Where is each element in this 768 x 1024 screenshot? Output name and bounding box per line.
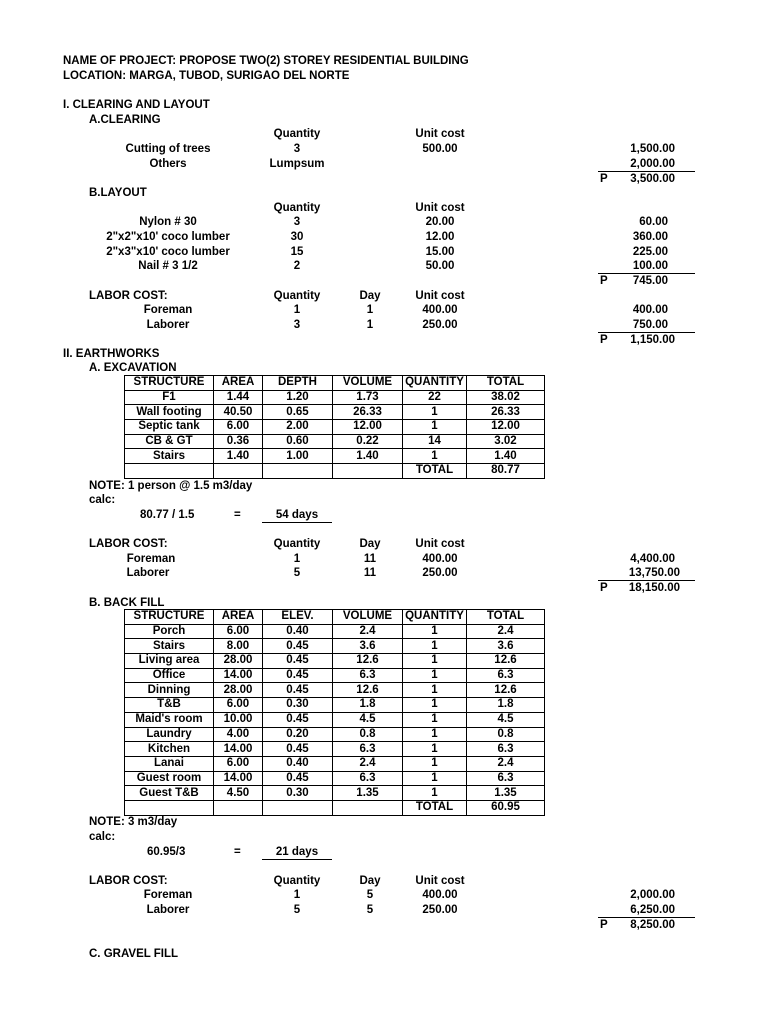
col-header: QUANTITY [403, 376, 467, 391]
col-header: ELEV. [263, 610, 333, 625]
table-cell: Laundry [125, 727, 214, 742]
labor-day: 11 [363, 567, 377, 579]
layout-item: 2"x2"x10' coco lumber [106, 231, 230, 243]
excavation-table [124, 375, 545, 479]
table-cell: Stairs [125, 449, 214, 464]
labor-qty: 1 [293, 304, 301, 316]
labor-amount: 6,250.00 [630, 904, 675, 916]
total-value: 60.95 [467, 800, 545, 815]
table-cell: 1 [403, 727, 467, 742]
table-cell: 1.44 [214, 390, 263, 405]
table-cell: 0.30 [263, 786, 333, 801]
table-cell: 38.02 [467, 390, 545, 405]
layout-unit: 50.00 [425, 260, 455, 272]
table-cell: 12.6 [467, 654, 545, 669]
table-cell: Wall footing [125, 405, 214, 420]
section-clearing-layout-title: I. CLEARING AND LAYOUT [63, 99, 210, 111]
labor-amount: 2,000.00 [630, 889, 675, 901]
table-cell [263, 800, 333, 815]
labor-unit: 400.00 [422, 553, 458, 565]
layout-qty: 2 [293, 260, 301, 272]
table-cell: 1.20 [263, 390, 333, 405]
table-row [125, 639, 545, 654]
table-cell: 0.45 [263, 771, 333, 786]
table-cell: 6.3 [467, 742, 545, 757]
table-row [125, 668, 545, 683]
table-cell: CB & GT [125, 434, 214, 449]
layout-amount: 225.00 [632, 246, 668, 258]
table-cell: 28.00 [214, 683, 263, 698]
table-row [125, 654, 545, 669]
labor-day: 1 [366, 304, 374, 316]
labor-day-header: Day [359, 538, 381, 550]
layout-qty: 3 [293, 216, 301, 228]
table-cell: 0.45 [263, 639, 333, 654]
table-cell: 6.3 [333, 668, 403, 683]
table-cell: 8.00 [214, 639, 263, 654]
clearing-total: 3,500.00 [630, 173, 675, 185]
labor-unit: 250.00 [422, 567, 458, 579]
excavation-labor-total: 18,150.00 [628, 582, 680, 594]
table-cell: Living area [125, 654, 214, 669]
layout-qty-header: Quantity [273, 202, 321, 214]
project-location: LOCATION: MARGA, TUBOD, SURIGAO DEL NORTE [63, 70, 350, 82]
table-cell: 1.40 [333, 449, 403, 464]
table-cell: 1.00 [263, 449, 333, 464]
table-cell: Guest room [125, 771, 214, 786]
table-cell: 1 [403, 756, 467, 771]
col-header: DEPTH [263, 376, 333, 391]
table-cell: 1 [403, 698, 467, 713]
table-cell: 1 [403, 668, 467, 683]
currency-symbol: P [600, 582, 608, 594]
table-cell: 4.00 [214, 727, 263, 742]
currency-symbol: P [600, 275, 608, 287]
table-cell [214, 464, 263, 479]
table-row [125, 698, 545, 713]
table-cell: F1 [125, 390, 214, 405]
table-row [125, 786, 545, 801]
labor-item: Foreman [126, 553, 176, 565]
col-header: AREA [214, 610, 263, 625]
table-cell: 4.5 [467, 712, 545, 727]
table-cell: 0.45 [263, 742, 333, 757]
labor-qty-header: Quantity [273, 290, 321, 302]
labor-item: Laborer [146, 319, 190, 331]
col-header: TOTAL [467, 610, 545, 625]
table-cell: Office [125, 668, 214, 683]
layout-item: Nylon # 30 [139, 216, 197, 228]
table-cell: 0.22 [333, 434, 403, 449]
calc-expression: 60.95/3 [147, 846, 186, 858]
table-cell [333, 464, 403, 479]
table-cell: 1 [403, 639, 467, 654]
table-cell: 2.4 [467, 624, 545, 639]
col-header: STRUCTURE [125, 376, 214, 391]
table-cell: 6.3 [333, 771, 403, 786]
table-cell: 6.00 [214, 420, 263, 435]
table-cell: 6.3 [467, 771, 545, 786]
labor-day-header: Day [359, 290, 381, 302]
table-cell: 28.00 [214, 654, 263, 669]
table-cell: 0.45 [263, 712, 333, 727]
table-cell: 4.5 [333, 712, 403, 727]
table-cell: 1.40 [214, 449, 263, 464]
table-cell: 1 [403, 771, 467, 786]
table-cell: 1 [403, 624, 467, 639]
table-cell: 0.45 [263, 654, 333, 669]
backfill-labor-total: 8,250.00 [630, 919, 675, 931]
table-cell: 6.00 [214, 624, 263, 639]
table-cell: 2.4 [467, 756, 545, 771]
backfill-labor-title: LABOR COST: [89, 875, 168, 887]
layout-item: Nail # 3 1/2 [138, 260, 198, 272]
table-cell: 6.00 [214, 698, 263, 713]
table-row [125, 449, 545, 464]
layout-amount: 360.00 [632, 231, 668, 243]
labor-unit: 400.00 [422, 304, 458, 316]
labor-item: Foreman [143, 304, 193, 316]
table-cell: 0.36 [214, 434, 263, 449]
labor-total: 1,150.00 [630, 334, 675, 346]
table-cell: 1 [403, 654, 467, 669]
labor-day: 5 [366, 904, 374, 916]
table-row [125, 771, 545, 786]
table-cell: 2.00 [263, 420, 333, 435]
table-cell: 0.45 [263, 668, 333, 683]
col-header: VOLUME [333, 610, 403, 625]
table-cell: T&B [125, 698, 214, 713]
labor-unit-header: Unit cost [415, 538, 465, 550]
table-row [125, 727, 545, 742]
labor-day: 5 [366, 889, 374, 901]
labor-title: LABOR COST: [89, 290, 168, 302]
table-cell: 1 [403, 420, 467, 435]
layout-title: B.LAYOUT [89, 187, 147, 199]
table-cell: 0.65 [263, 405, 333, 420]
table-cell: 12.00 [333, 420, 403, 435]
labor-qty: 1 [293, 889, 301, 901]
table-cell: 14.00 [214, 771, 263, 786]
layout-total: 745.00 [632, 275, 668, 287]
table-cell: 0.8 [467, 727, 545, 742]
table-row [125, 683, 545, 698]
currency-symbol: P [600, 334, 608, 346]
col-header: TOTAL [467, 376, 545, 391]
layout-amount: 60.00 [639, 216, 668, 228]
table-total-row [125, 800, 545, 815]
total-value: 80.77 [467, 464, 545, 479]
table-header-row [125, 376, 545, 391]
table-cell: 0.30 [263, 698, 333, 713]
table-cell: Kitchen [125, 742, 214, 757]
table-cell [125, 800, 214, 815]
backfill-title: B. BACK FILL [89, 597, 165, 609]
gravel-fill-title: C. GRAVEL FILL [89, 948, 179, 960]
currency-symbol: P [600, 919, 608, 931]
calc-underline [262, 522, 332, 523]
table-cell: 6.00 [214, 756, 263, 771]
backfill-note: NOTE: 3 m3/day [89, 816, 178, 828]
labor-day-header: Day [359, 875, 381, 887]
table-cell: 1 [403, 449, 467, 464]
table-row [125, 756, 545, 771]
table-cell: 3.6 [467, 639, 545, 654]
table-cell: 0.20 [263, 727, 333, 742]
clearing-qty: 3 [293, 143, 301, 155]
table-cell: 14.00 [214, 668, 263, 683]
table-cell: 0.60 [263, 434, 333, 449]
clearing-unit-header: Unit cost [415, 128, 465, 140]
calc-label: calc: [89, 831, 116, 843]
labor-day: 11 [363, 553, 377, 565]
table-cell: 1 [403, 786, 467, 801]
calc-result: 21 days [275, 846, 319, 858]
table-row [125, 390, 545, 405]
excavation-title: A. EXCAVATION [89, 362, 177, 374]
table-cell: 1.40 [467, 449, 545, 464]
table-cell: 3.6 [333, 639, 403, 654]
clearing-qty: Lumpsum [269, 158, 325, 170]
table-cell: Porch [125, 624, 214, 639]
table-cell: 2.4 [333, 756, 403, 771]
labor-item: Laborer [126, 567, 170, 579]
table-cell: Guest T&B [125, 786, 214, 801]
labor-amount: 13,750.00 [628, 567, 680, 579]
clearing-amount: 1,500.00 [630, 143, 675, 155]
col-header: QUANTITY [403, 610, 467, 625]
table-cell: 0.8 [333, 727, 403, 742]
calc-underline [262, 859, 332, 860]
table-cell: 12.00 [467, 420, 545, 435]
clearing-unit: 500.00 [422, 143, 458, 155]
table-cell [333, 800, 403, 815]
table-cell: 0.45 [263, 683, 333, 698]
total-label: TOTAL [403, 464, 467, 479]
layout-unit-header: Unit cost [415, 202, 465, 214]
layout-amount: 100.00 [632, 260, 668, 272]
clearing-item: Others [149, 158, 187, 170]
table-cell: 12.6 [333, 654, 403, 669]
layout-unit: 20.00 [425, 216, 455, 228]
table-cell: 1 [403, 712, 467, 727]
table-cell: 1 [403, 742, 467, 757]
table-row [125, 405, 545, 420]
table-cell: 22 [403, 390, 467, 405]
labor-qty: 1 [293, 553, 301, 565]
table-cell: 12.6 [467, 683, 545, 698]
table-cell [263, 464, 333, 479]
table-cell: 12.6 [333, 683, 403, 698]
calc-equals: = [234, 846, 241, 858]
clearing-title: A.CLEARING [89, 114, 161, 126]
table-cell: 26.33 [333, 405, 403, 420]
table-row [125, 624, 545, 639]
labor-item: Laborer [146, 904, 190, 916]
col-header: AREA [214, 376, 263, 391]
labor-unit: 250.00 [422, 904, 458, 916]
labor-unit-header: Unit cost [415, 290, 465, 302]
table-cell: 14.00 [214, 742, 263, 757]
table-cell [214, 800, 263, 815]
table-cell: 40.50 [214, 405, 263, 420]
labor-qty: 3 [293, 319, 301, 331]
table-row [125, 420, 545, 435]
col-header: STRUCTURE [125, 610, 214, 625]
clearing-amount: 2,000.00 [630, 158, 675, 170]
calc-equals: = [234, 509, 241, 521]
currency-symbol: P [600, 173, 608, 185]
table-cell: 0.40 [263, 756, 333, 771]
table-cell: 4.50 [214, 786, 263, 801]
section-earthworks-title: II. EARTHWORKS [63, 348, 160, 360]
table-cell: Lanai [125, 756, 214, 771]
labor-item: Foreman [143, 889, 193, 901]
table-cell: Dinning [125, 683, 214, 698]
table-row [125, 742, 545, 757]
clearing-item: Cutting of trees [125, 143, 211, 155]
table-cell: 14 [403, 434, 467, 449]
table-header-row [125, 610, 545, 625]
table-row [125, 434, 545, 449]
excavation-labor-title: LABOR COST: [89, 538, 168, 550]
table-cell: 2.4 [333, 624, 403, 639]
table-cell: 1.8 [333, 698, 403, 713]
labor-qty-header: Quantity [273, 875, 321, 887]
table-cell: 6.3 [333, 742, 403, 757]
labor-qty: 5 [293, 904, 301, 916]
layout-unit: 15.00 [425, 246, 455, 258]
calc-label: calc: [89, 494, 116, 506]
labor-unit-header: Unit cost [415, 875, 465, 887]
table-cell: 10.00 [214, 712, 263, 727]
layout-unit: 12.00 [425, 231, 455, 243]
labor-unit: 250.00 [422, 319, 458, 331]
layout-item: 2"x3"x10' coco lumber [106, 246, 230, 258]
table-cell: Septic tank [125, 420, 214, 435]
total-label: TOTAL [403, 800, 467, 815]
calc-result: 54 days [275, 509, 319, 521]
calc-expression: 80.77 / 1.5 [140, 509, 195, 521]
table-cell [125, 464, 214, 479]
excavation-note: NOTE: 1 person @ 1.5 m3/day [89, 480, 253, 492]
table-cell: Stairs [125, 639, 214, 654]
labor-qty-header: Quantity [273, 538, 321, 550]
labor-amount: 750.00 [632, 319, 668, 331]
clearing-qty-header: Quantity [273, 128, 321, 140]
table-cell: 1.73 [333, 390, 403, 405]
labor-amount: 4,400.00 [630, 553, 675, 565]
table-cell: 1 [403, 405, 467, 420]
backfill-table [124, 609, 545, 816]
layout-qty: 30 [290, 231, 304, 243]
project-name: NAME OF PROJECT: PROPOSE TWO(2) STOREY RESIDENTIAL BUILDING [63, 55, 469, 67]
table-total-row [125, 464, 545, 479]
labor-amount: 400.00 [632, 304, 668, 316]
table-cell: 1.8 [467, 698, 545, 713]
labor-qty: 5 [293, 567, 301, 579]
table-cell: 6.3 [467, 668, 545, 683]
table-cell: 1 [403, 683, 467, 698]
layout-qty: 15 [290, 246, 304, 258]
col-header: VOLUME [333, 376, 403, 391]
table-cell: 3.02 [467, 434, 545, 449]
table-cell: Maid's room [125, 712, 214, 727]
labor-unit: 400.00 [422, 889, 458, 901]
table-cell: 26.33 [467, 405, 545, 420]
labor-day: 1 [366, 319, 374, 331]
table-cell: 1.35 [467, 786, 545, 801]
table-row [125, 712, 545, 727]
table-cell: 0.40 [263, 624, 333, 639]
table-cell: 1.35 [333, 786, 403, 801]
